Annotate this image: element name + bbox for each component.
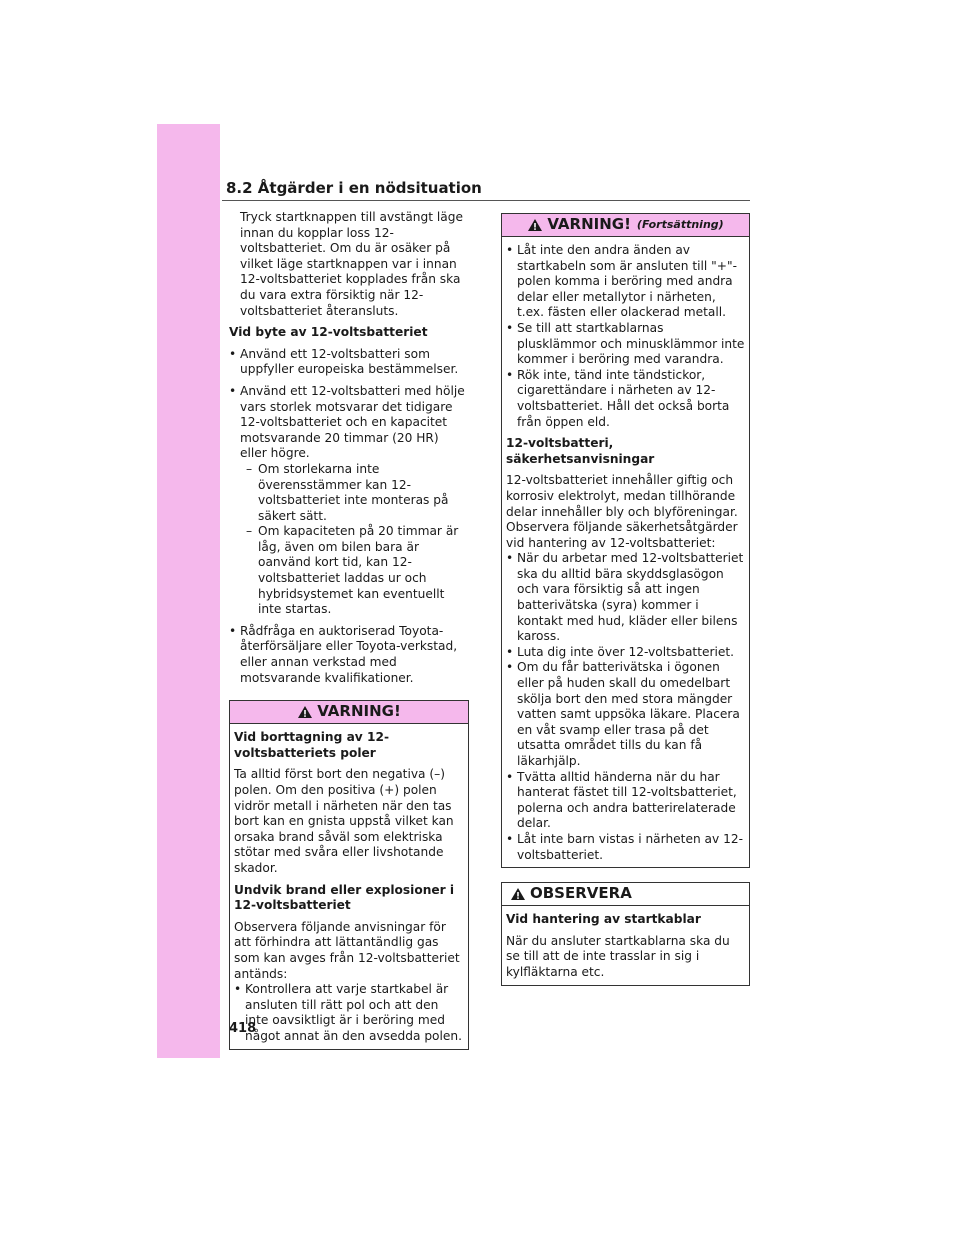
warning-body [230, 724, 468, 1048]
warning-header [502, 214, 749, 237]
list-item: • Luta dig inte över 12-voltsbatteriet. [506, 645, 745, 661]
list-item: • Se till att startkablarnas plusklämmor och minusklämmor inte kommer i beröring med varandra. [506, 321, 745, 368]
warning-triangle-icon [510, 887, 526, 901]
list-item: • Låt inte den andra änden av startkabeln som är ansluten till "+"-polen komma i beröring med andra delar eller metallytor i närheten, t.ex. fästen eller olackerad metall. [506, 243, 745, 321]
notice-box [501, 882, 750, 985]
intro-paragraph: Tryck startknappen till avstängt läge innan du kopplar loss 12-voltsbatteriet. Om du är osäker på vilket läge startknappen var i innan 12-voltsbatteriet kopplades från ska du vara extra försiktig när 12-voltsbatteriet återansluts. [240, 210, 464, 318]
right-column [501, 213, 750, 986]
notice-body [502, 906, 749, 984]
continuation-label: (Fortsättning) [636, 218, 724, 232]
list-item: • Tvätta alltid händerna när du har hanterat fästet till 12-voltsbatteriet, polerna och andra batterirelaterade delar. [506, 770, 745, 832]
list-item: • Använd ett 12-voltsbatteri som uppfyller europeiska bestämmelser. [229, 347, 469, 378]
replace-bullet-list [229, 347, 469, 686]
warning-paragraph: Ta alltid först bort den negativa (–) polen. Om den positiva (+) polen vidrör metall i närheten när den tas bort kan en gnista uppstå vilket kan orsaka brand såväl som elektriska stötar med svåra eller livshotande skador. [234, 767, 454, 875]
warning-header [230, 701, 468, 724]
list-item: • När du arbetar med 12-voltsbatteriet ska du alltid bära skyddsglasögon och vara försiktig så att ingen batterivätska (syra) kommer i kontakt med hud, kläder eller bilens kaross. [506, 551, 745, 645]
list-item: • Låt inte barn vistas i närheten av 12-voltsbatteriet. [506, 832, 745, 863]
warning-bullet-list [506, 243, 745, 430]
notice-paragraph: När du ansluter startkablarna ska du se till att de inte trasslar in sig i kylfläktarna etc. [506, 933, 730, 979]
notice-title: OBSERVERA [530, 884, 632, 903]
list-item-text: Använd ett 12-voltsbatteri med hölje vars storlek motsvarar det tidigare 12-voltsbatteriet och en kapacitet motsvarande 20 timmar (20 HR) eller högre. [240, 383, 465, 461]
replace-heading: Vid byte av 12-voltsbatteriet [229, 325, 428, 340]
warning-heading: Vid borttagning av 12-voltsbatteriets poler [234, 730, 389, 760]
list-item: • Om du får batterivätska i ögonen eller på huden skall du omedelbart skölja bort den med stora mängder vatten samt uppsöka läkare. Placera en våt svamp eller trasa på det utsatta området tills du kan få läkarhjälp. [506, 660, 745, 769]
warning-paragraph: 12-voltsbatteriet innehåller giftig och korrosiv elektrolyt, medan tillhörande delar innehåller bly och blyföreningar. Observera följande säkerhetsåtgärder vid hantering av 12-voltsbatteriet: [506, 473, 738, 550]
dash-item: – Om kapaciteten på 20 timmar är låg, även om bilen bara är oanvänd kort tid, kan 12-voltsbatteriet laddas ur och hybridsystemet kan eventuellt inte startas. [246, 524, 469, 618]
warning-box [229, 700, 469, 1049]
warning-heading: Undvik brand eller explosioner i 12-voltsbatteriet [234, 882, 455, 913]
warning-heading: 12-voltsbatteri, säkerhetsanvisningar [506, 436, 655, 466]
warning-body [502, 237, 749, 867]
warning-continued-box [501, 213, 750, 868]
notice-header [502, 883, 749, 906]
warning-triangle-icon [297, 705, 313, 719]
section-title: 8.2 Åtgärder i en nödsituation [226, 179, 482, 197]
warning-title: VARNING! [547, 215, 631, 234]
page-number: 418 [229, 1021, 257, 1036]
warning-paragraph: Observera följande anvisningar för att förhindra att lättantändlig gas som kan avges från 12-voltsbatteriet antänds: [234, 919, 460, 981]
notice-heading: Vid hantering av startkablar [506, 912, 701, 927]
list-item: • Rådfråga en auktoriserad Toyota-återförsäljare eller Toyota-verkstad, eller annan verkstad med motsvarande kvalifikationer. [229, 624, 469, 686]
warning-bullet-list [234, 982, 464, 1044]
warning-bullet-list [506, 551, 745, 863]
left-column [229, 210, 469, 1050]
list-item [229, 384, 469, 618]
dash-list [240, 462, 469, 618]
warning-title: VARNING! [317, 702, 401, 721]
header-divider [222, 200, 750, 201]
list-item: • Rök inte, tänd inte tändstickor, cigarettändare i närheten av 12-voltsbatteriet. Håll det också borta från öppen eld. [506, 368, 745, 430]
page-tab-strip [157, 124, 220, 1058]
warning-triangle-icon [527, 218, 543, 232]
list-item: • Kontrollera att varje startkabel är ansluten till rätt pol och att den inte oavsiktligt är i beröring med något annat än den avsedda polen. [234, 982, 464, 1044]
dash-item: – Om storlekarna inte överensstämmer kan 12-voltsbatteriet inte monteras på säkert sätt. [246, 462, 469, 524]
